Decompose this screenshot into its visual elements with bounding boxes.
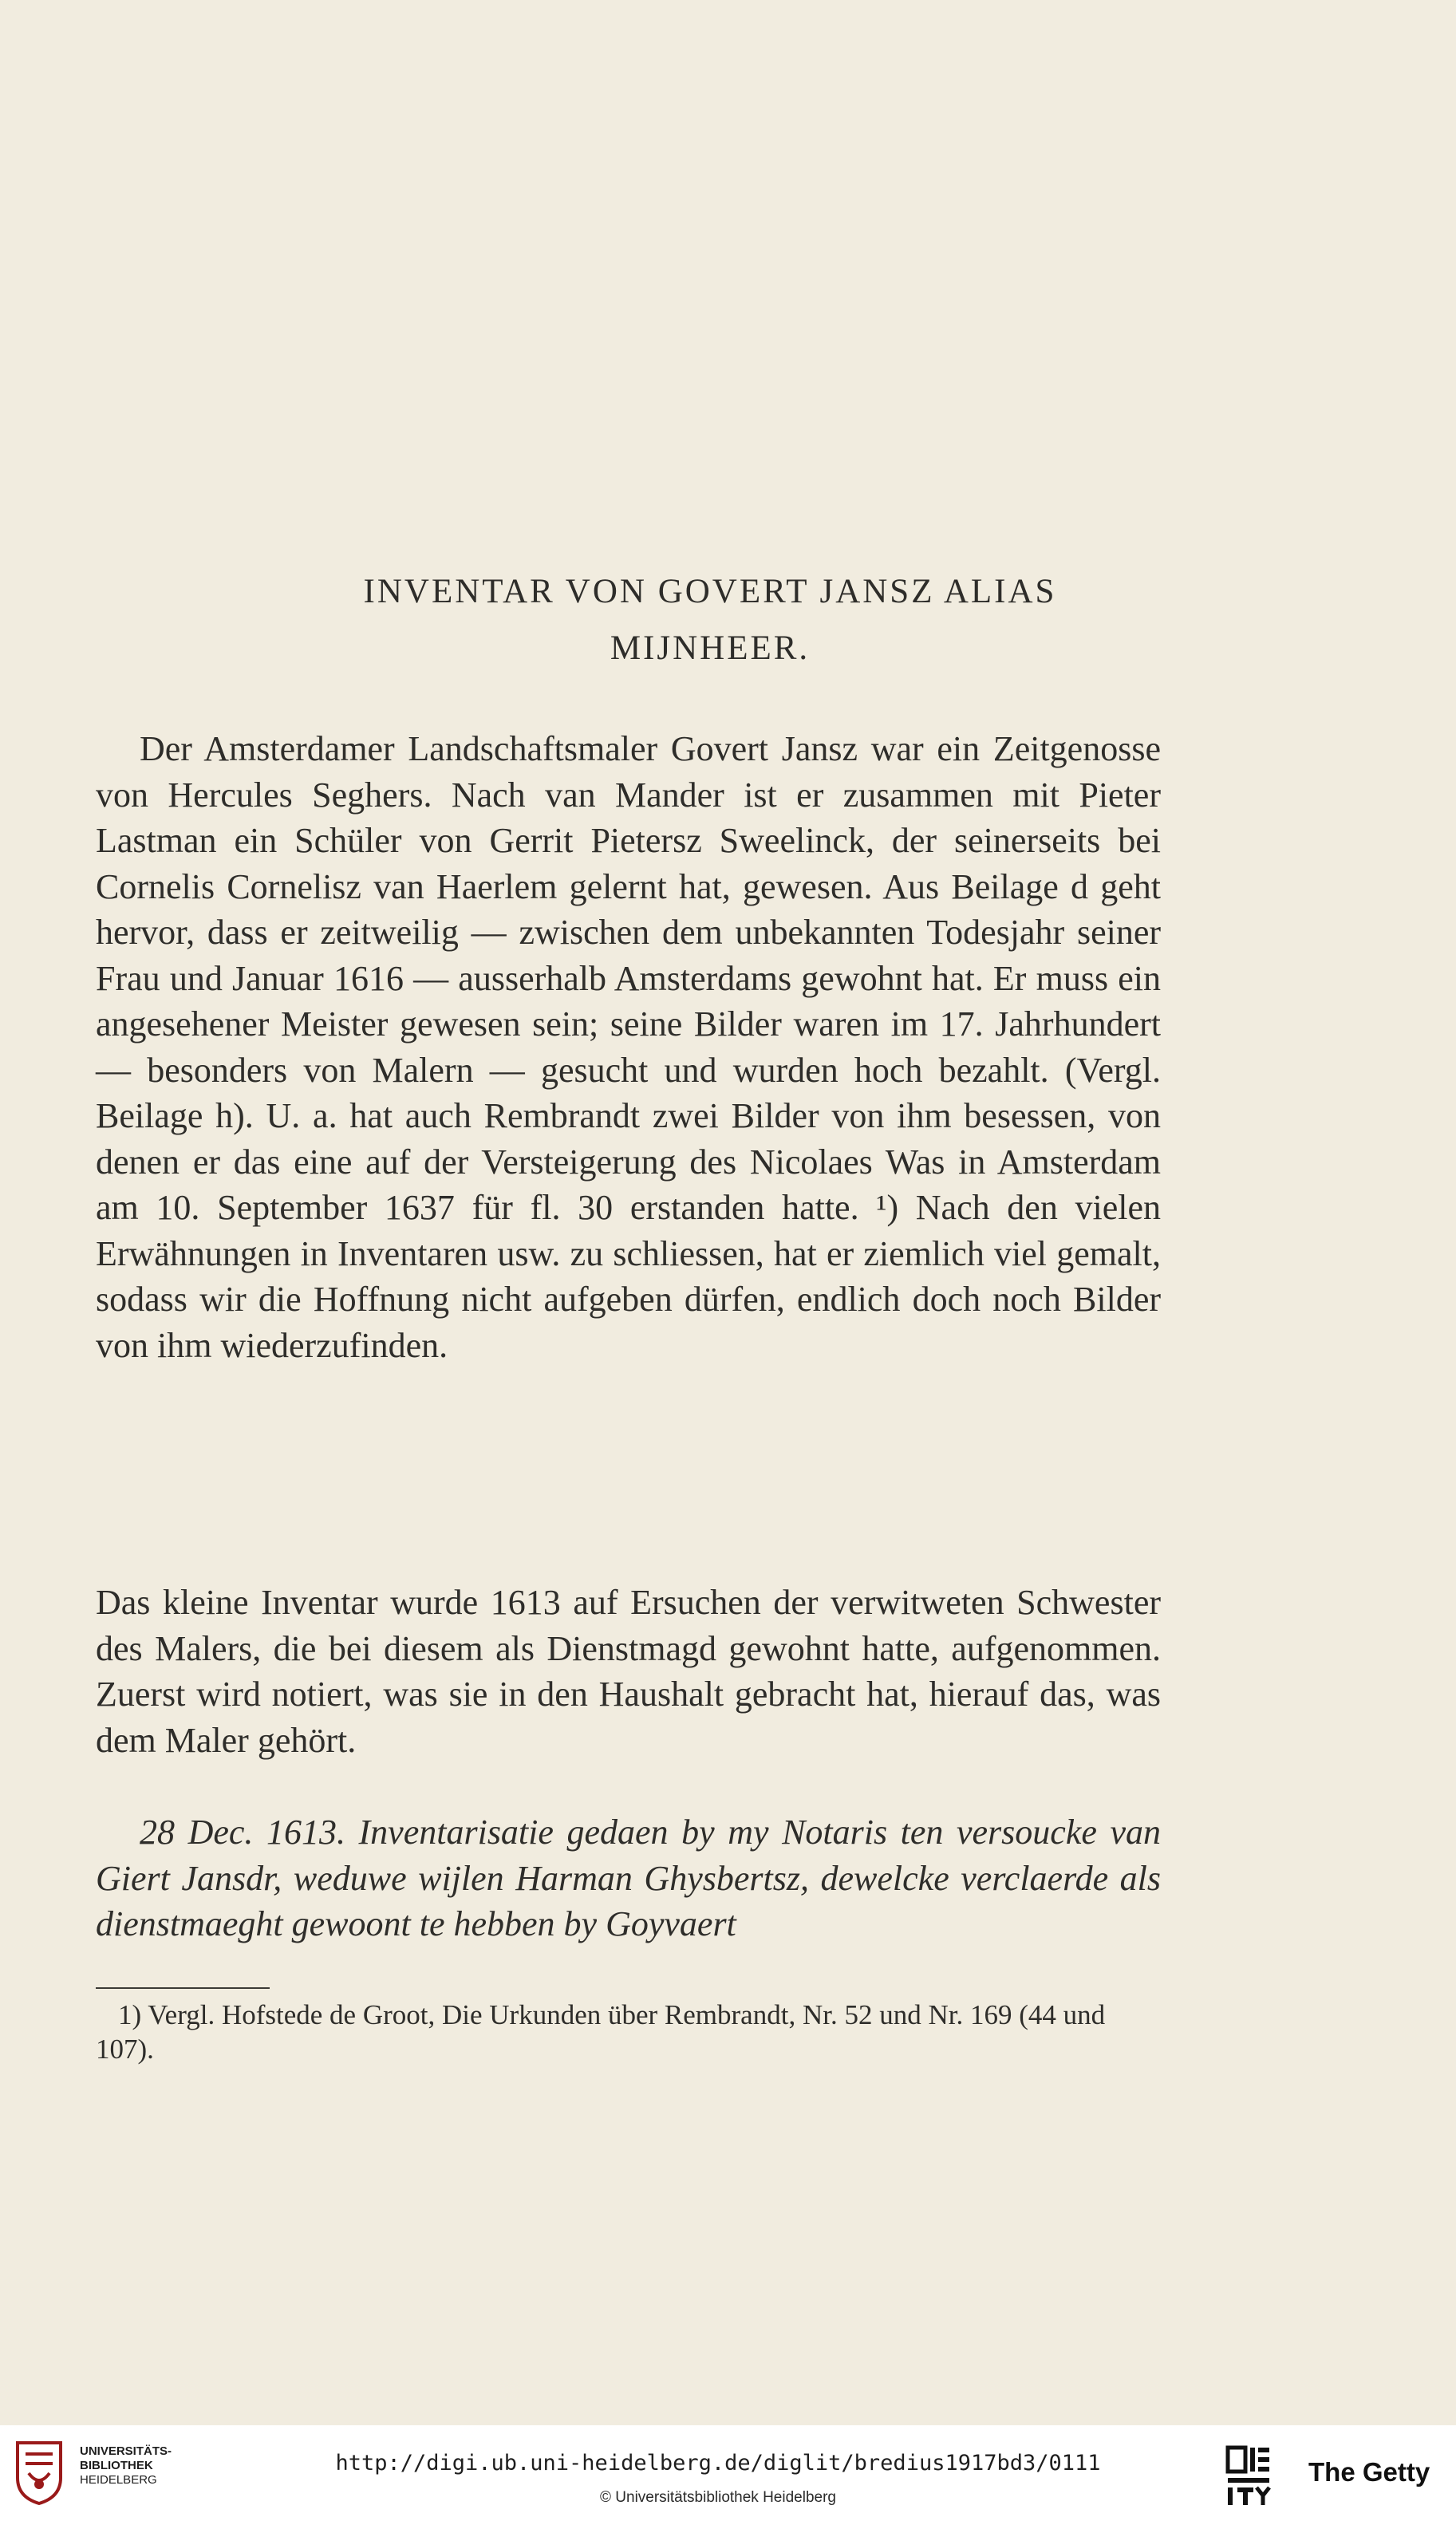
body-paragraph-2: Das kleine Inventar wurde 1613 auf Ersuchen der verwitweten Schwester des Malers, die bei diesem als Dienstmagd gewohnt hatte, aufgenommen. Zuerst wird notiert, was sie in den Haushalt gebracht hat, hierauf das, was dem Maler gehört. [96,1583,1161,1760]
getty-logo-icon [1225,2443,1273,2510]
body-paragraph-1: Der Amsterdamer Landschaftsmaler Govert Jansz war ein Zeitgenosse von Hercules Seghers. Nach van Mander ist er zusammen mit Pieter Lastman ein Schüler von Gerrit Pietersz Sweelinck, der seinerseits bei Cornelis Cornelisz van Haerlem gelernt hat, gewesen. Aus Beilage d geht hervor, dass er zeitweilig — zwischen dem unbekannten Todesjahr seiner Frau und Januar 1616 — ausserhalb Amsterdams gewohnt hat. Er muss ein angesehener Meister gewesen sein; seine Bilder waren im 17. Jahrhundert — besonders von Malern — gesucht und wurden hoch bezahlt. (Vergl. Beilage h). U. a. hat auch Rembrandt zwei Bilder von ihm besessen, von denen er das eine auf der Versteigerung des Nicolaes Was in Amsterdam am 10. September 1637 für fl. 30 erstanden hatte. ¹) Nach den vielen Erwähnungen in Inventaren usw. zu schliessen, hat er ziemlich viel gemalt, sodass wir die Hoffnung nicht aufgeben dürfen, endlich doch noch Bilder von ihm wiederzufinden. [96,729,1161,1365]
library-name-line1: UNIVERSITÄTS- [80,2444,172,2458]
page-title-continued: MIJNHEER. [610,629,811,667]
quoted-document-paragraph: 28 Dec. 1613. Inventarisatie gedaen by my Notaris ten versoucke van Giert Jansdr, weduwe wijlen Harman Ghysbertsz, dewelcke verclaerde als dienstmaeght gewoont te hebben by Goyvaert [96,1813,1161,1943]
page-title: INVENTAR VON GOVERT JANSZ ALIAS [363,573,1057,610]
copyright-notice: © Universitätsbibliothek Heidelberg [600,2489,836,2506]
library-name-line3: HEIDELBERG [80,2473,157,2487]
permalink-url[interactable]: http://digi.ub.uni-heidelberg.de/diglit/bredius1917bd3/0111 [335,2451,1101,2476]
heidelberg-seal-icon [11,2440,67,2507]
footnote-divider [96,1987,270,1989]
footnote: 1) Vergl. Hofstede de Groot, Die Urkunden über Rembrandt, Nr. 52 und Nr. 169 (44 und 107). [96,1999,1106,2065]
library-name-line2: BIBLIOTHEK [80,2459,153,2472]
sponsor-name: The Getty [1308,2457,1430,2487]
viewer-footer [0,2425,1456,2521]
library-name [80,2444,172,2487]
